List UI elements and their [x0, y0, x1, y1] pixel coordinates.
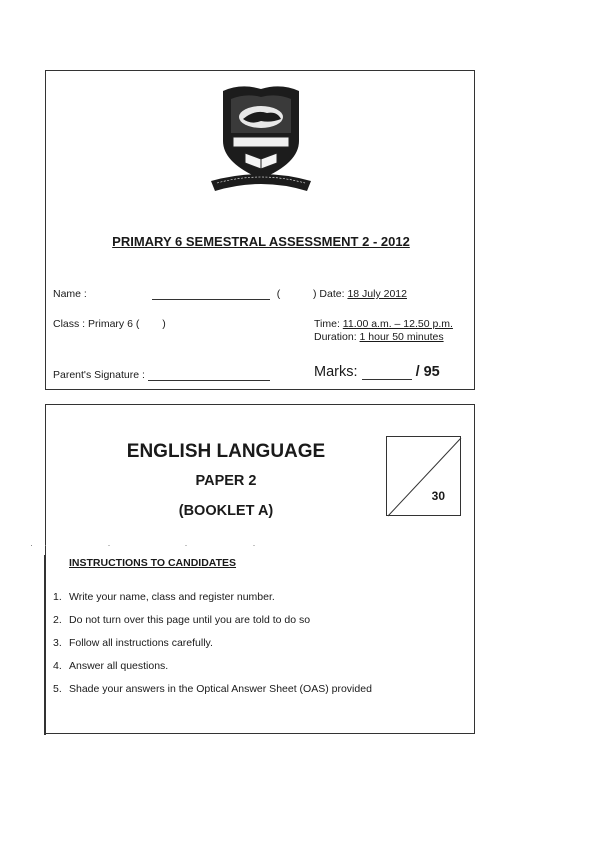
- signature-line[interactable]: [148, 380, 270, 381]
- time-value: 11.00 a.m. – 12.50 p.m.: [342, 318, 453, 330]
- score-diagonal: [387, 437, 462, 517]
- instruction-text: Write your name, class and register number.: [69, 591, 275, 603]
- instruction-number: 1.: [53, 591, 62, 603]
- subject-title: ENGLISH LANGUAGE: [126, 441, 326, 462]
- time-label: Time:: [314, 318, 340, 330]
- duration-value: 1 hour 50 minutes: [359, 331, 444, 343]
- name-label: Name :: [53, 288, 87, 300]
- register-bracket: (: [276, 288, 281, 300]
- signature-field: [53, 369, 270, 381]
- instruction-text: Shade your answers in the Optical Answer Sheet (OAS) provided: [69, 683, 372, 695]
- score-total: 30: [431, 489, 445, 503]
- class-field: [53, 318, 166, 330]
- instruction-number: 2.: [53, 614, 62, 626]
- paper-number: PAPER 2: [195, 473, 257, 489]
- scan-noise: · · · · ·: [30, 540, 258, 550]
- time-field: [314, 318, 453, 330]
- left-margin-line: [44, 555, 46, 735]
- instruction-text: Answer all questions.: [69, 660, 169, 672]
- booklet-label: (BOOKLET A): [178, 503, 274, 519]
- marks-field: [314, 364, 440, 380]
- class-label: Class : Primary 6 (: [53, 318, 140, 330]
- date-label: ) Date:: [313, 288, 345, 300]
- instruction-number: 5.: [53, 683, 62, 695]
- instruction-text: Follow all instructions carefully.: [69, 637, 213, 649]
- date-field: [313, 288, 407, 300]
- score-box[interactable]: [386, 436, 461, 516]
- instruction-item: [53, 660, 168, 672]
- name-line[interactable]: [152, 299, 270, 300]
- instructions-heading: INSTRUCTIONS TO CANDIDATES: [69, 557, 237, 569]
- school-crest-logo: [211, 83, 311, 195]
- instruction-number: 3.: [53, 637, 62, 649]
- marks-line[interactable]: [362, 365, 412, 380]
- marks-label: Marks:: [314, 364, 358, 380]
- instruction-item: [53, 614, 310, 626]
- duration-field: [314, 331, 444, 343]
- signature-label: Parent's Signature :: [53, 369, 145, 381]
- paper-info-box: [45, 404, 475, 734]
- instruction-item: [53, 591, 275, 603]
- class-close: ): [162, 318, 166, 330]
- date-value: 18 July 2012: [347, 288, 407, 300]
- assessment-title: PRIMARY 6 SEMESTRAL ASSESSMENT 2 - 2012: [112, 234, 410, 249]
- marks-total: / 95: [415, 364, 440, 380]
- cover-header-box: [45, 70, 475, 390]
- duration-label: Duration:: [314, 331, 357, 343]
- instruction-text: Do not turn over this page until you are told to do so: [69, 614, 311, 626]
- name-field: [53, 288, 280, 300]
- instruction-number: 4.: [53, 660, 62, 672]
- instruction-item: [53, 683, 372, 695]
- instruction-item: [53, 637, 213, 649]
